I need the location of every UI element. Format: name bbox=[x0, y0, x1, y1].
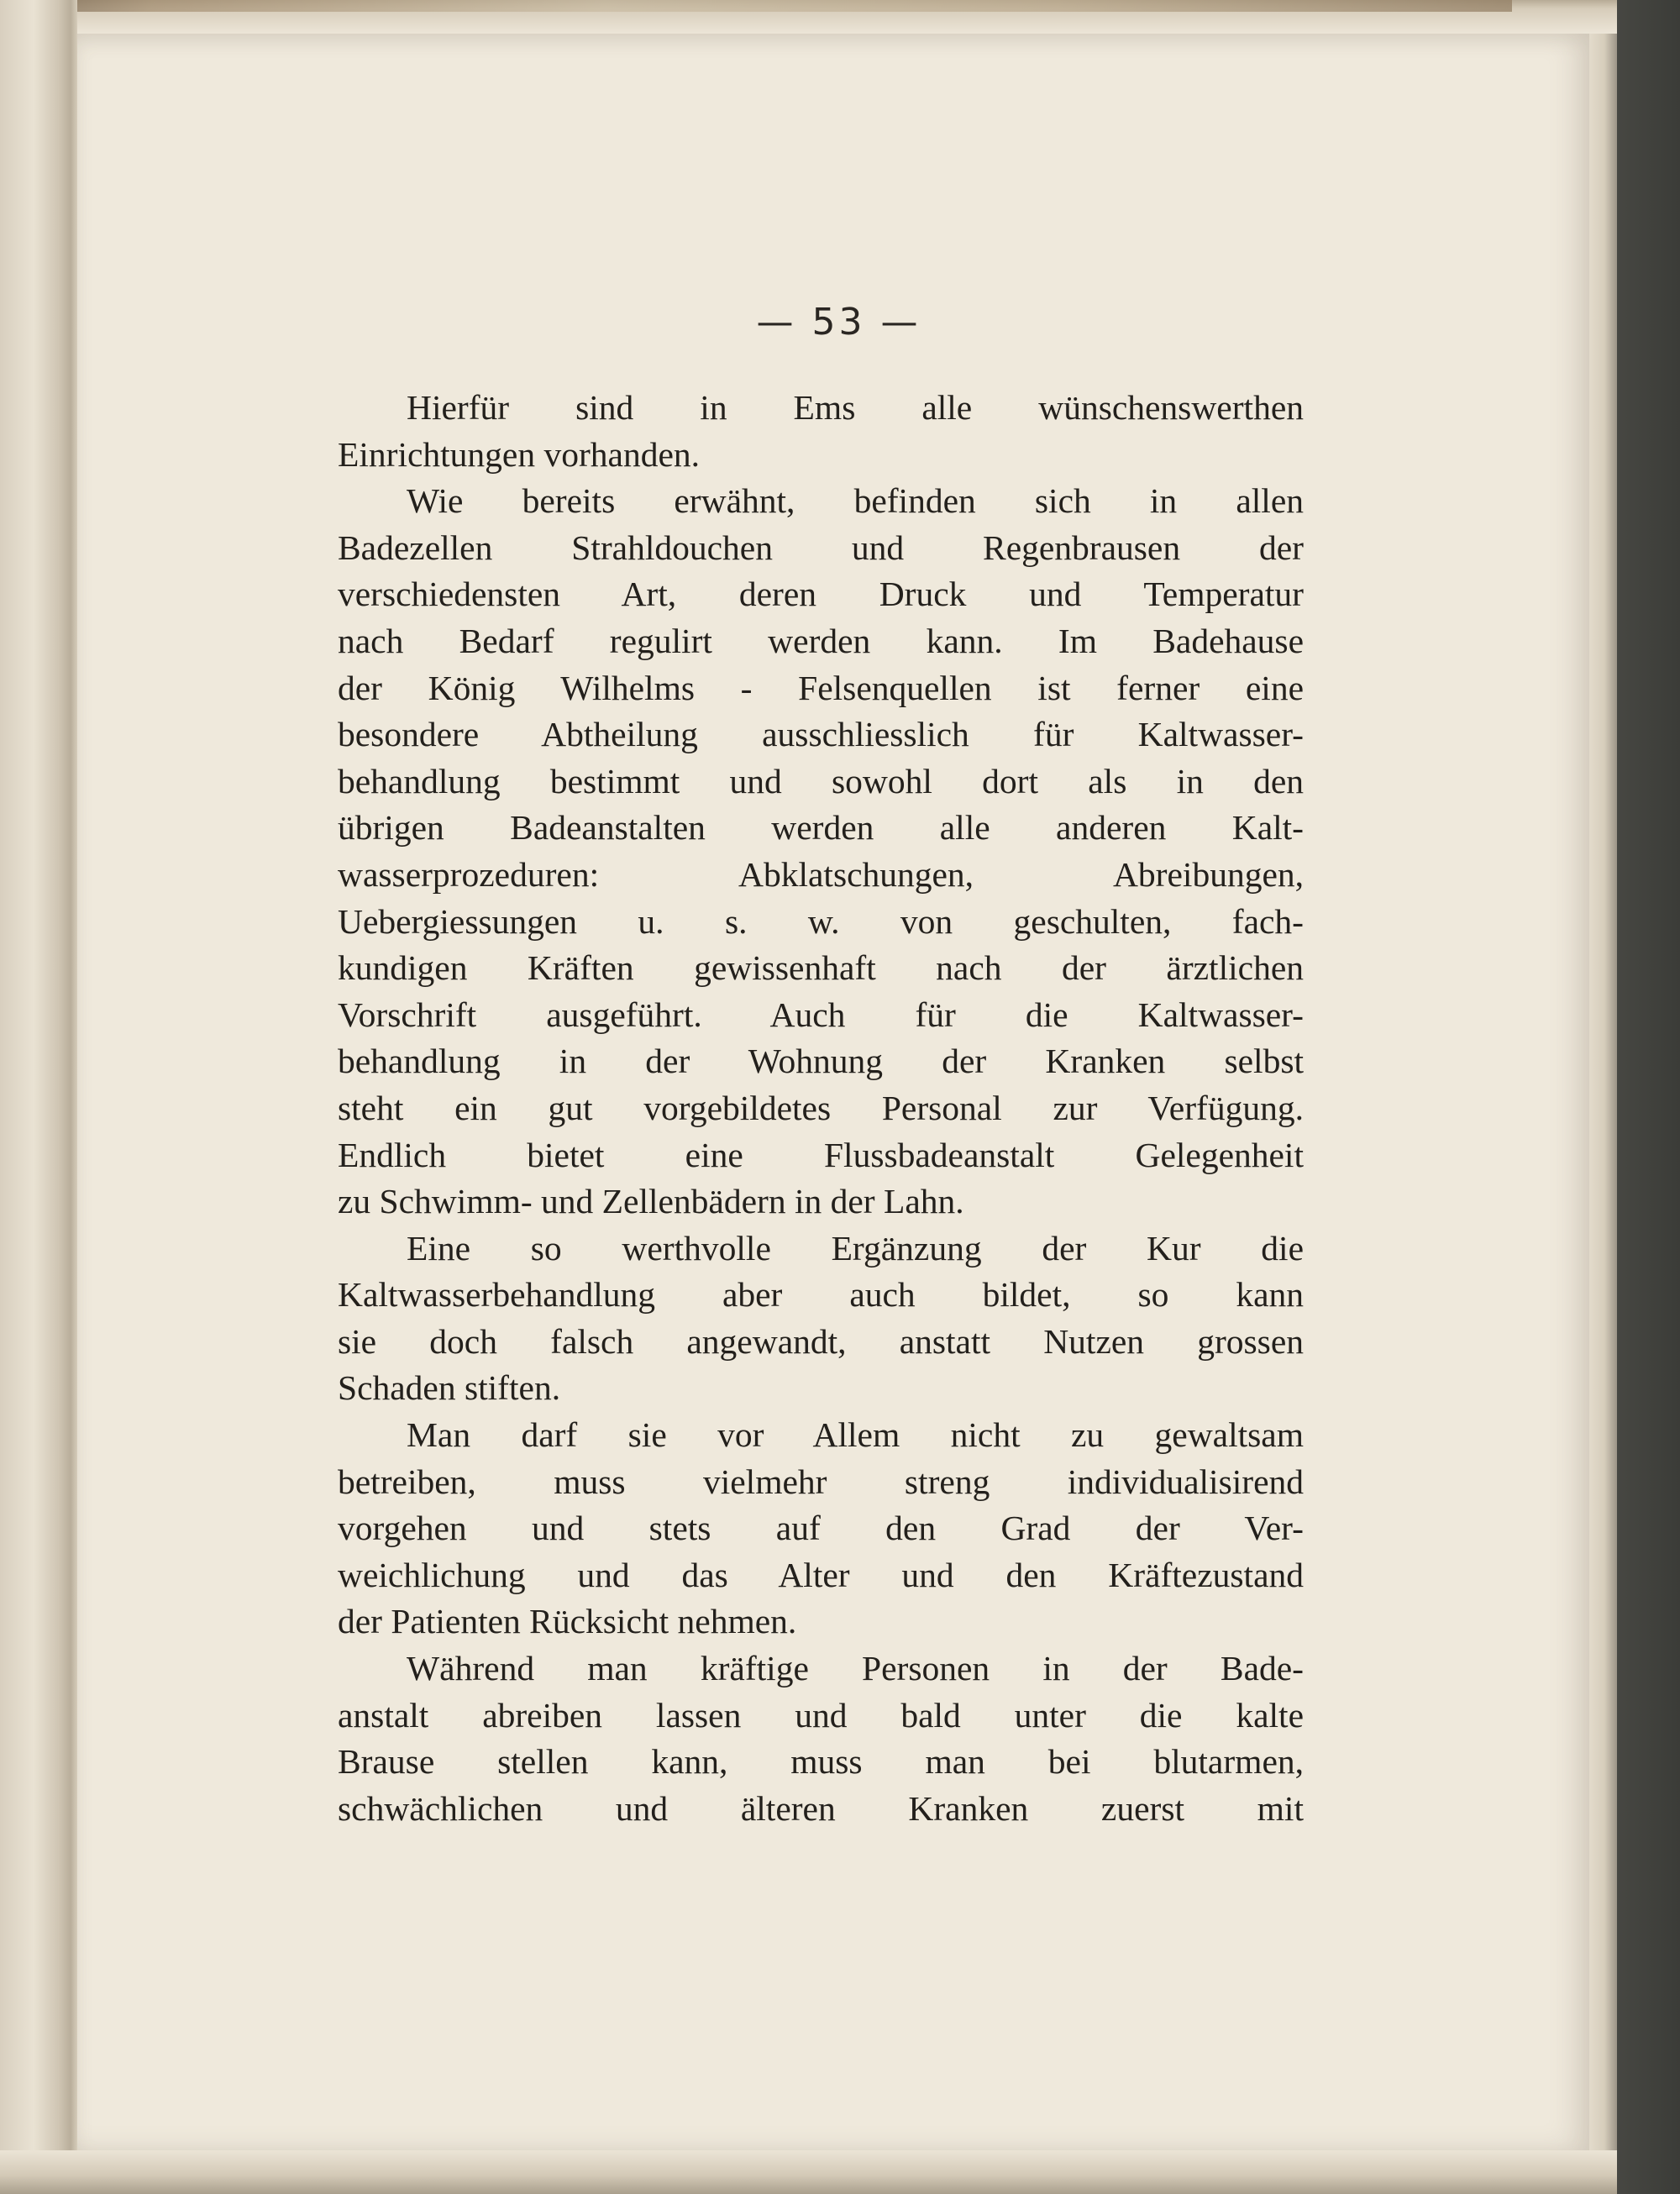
text-line: Eine so werthvolle Ergänzung der Kur die bbox=[407, 1228, 1304, 1268]
text-line: sie doch falsch angewandt, anstatt Nutzen grossen bbox=[338, 1321, 1304, 1361]
paragraph bbox=[338, 1412, 1304, 1646]
book-bottom-edge bbox=[0, 2150, 1617, 2194]
text-line: Endlich bietet eine Flussbadeanstalt Gelegenheit bbox=[338, 1135, 1304, 1174]
paragraph bbox=[338, 385, 1304, 478]
text-line: weichlichung und das Alter und den Kräftezustand bbox=[338, 1555, 1304, 1594]
text-line: schwächlichen und älteren Kranken zuerst mit bbox=[338, 1788, 1304, 1828]
text-line: übrigen Badeanstalten werden alle anderen Kalt- bbox=[338, 808, 1304, 848]
text-line: Badezellen Strahldouchen und Regenbrausen der bbox=[338, 528, 1304, 567]
text-line: besondere Abtheilung ausschliesslich für Kaltwasser- bbox=[338, 715, 1304, 754]
text-line: steht ein gut vorgebildetes Personal zur Verfügung. bbox=[338, 1088, 1304, 1127]
text-line: Schaden stiften. bbox=[338, 1368, 561, 1408]
book-page bbox=[77, 34, 1589, 2150]
text-line: der König Wilhelms - Felsenquellen ist ferner eine bbox=[338, 668, 1304, 707]
text-line: anstalt abreiben lassen und bald unter die kalte bbox=[338, 1695, 1304, 1735]
text-line: behandlung in der Wohnung der Kranken selbst bbox=[338, 1042, 1304, 1081]
text-line: Während man kräftige Personen in der Bade- bbox=[407, 1649, 1304, 1688]
text-line: verschiedensten Art, deren Druck und Temperatur bbox=[338, 575, 1304, 614]
text-line: vorgehen und stets auf den Grad der Ver- bbox=[338, 1509, 1304, 1548]
paragraph bbox=[338, 478, 1304, 1226]
text-line: kundigen Kräften gewissenhaft nach der ärztlichen bbox=[338, 948, 1304, 988]
page-number: — 53 — bbox=[756, 301, 921, 344]
text-line: wasserprozeduren: Abklatschungen, Abreibungen, bbox=[338, 854, 1304, 894]
text-line: Uebergiessungen u. s. w. von geschulten, fach- bbox=[338, 901, 1304, 941]
text-line: betreiben, muss vielmehr streng individualisirend bbox=[338, 1462, 1304, 1501]
text-line: Wie bereits erwähnt, befinden sich in allen bbox=[407, 481, 1304, 521]
body-text bbox=[338, 385, 1304, 1832]
text-line: Hierfür sind in Ems alle wünschenswerthen bbox=[407, 388, 1304, 427]
paragraph bbox=[338, 1226, 1304, 1412]
text-line: Kaltwasserbehandlung aber auch bildet, so kann bbox=[338, 1275, 1304, 1315]
text-line: Einrichtungen vorhanden. bbox=[338, 434, 701, 474]
text-line: Vorschrift ausgeführt. Auch für die Kaltwasser- bbox=[338, 995, 1304, 1034]
text-line: nach Bedarf regulirt werden kann. Im Badehause bbox=[338, 621, 1304, 660]
book-spine-band bbox=[0, 0, 1512, 12]
text-line: zu Schwimm- und Zellenbädern in der Lahn. bbox=[338, 1182, 964, 1221]
text-line: Brause stellen kann, muss man bei blutarmen, bbox=[338, 1742, 1304, 1782]
book-gutter bbox=[0, 0, 77, 2194]
text-line: Man darf sie vor Allem nicht zu gewaltsam bbox=[407, 1415, 1304, 1455]
text-line: behandlung bestimmt und sowohl dort als in den bbox=[338, 761, 1304, 800]
text-line: der Patienten Rücksicht nehmen. bbox=[338, 1602, 797, 1641]
paragraph bbox=[338, 1646, 1304, 1832]
